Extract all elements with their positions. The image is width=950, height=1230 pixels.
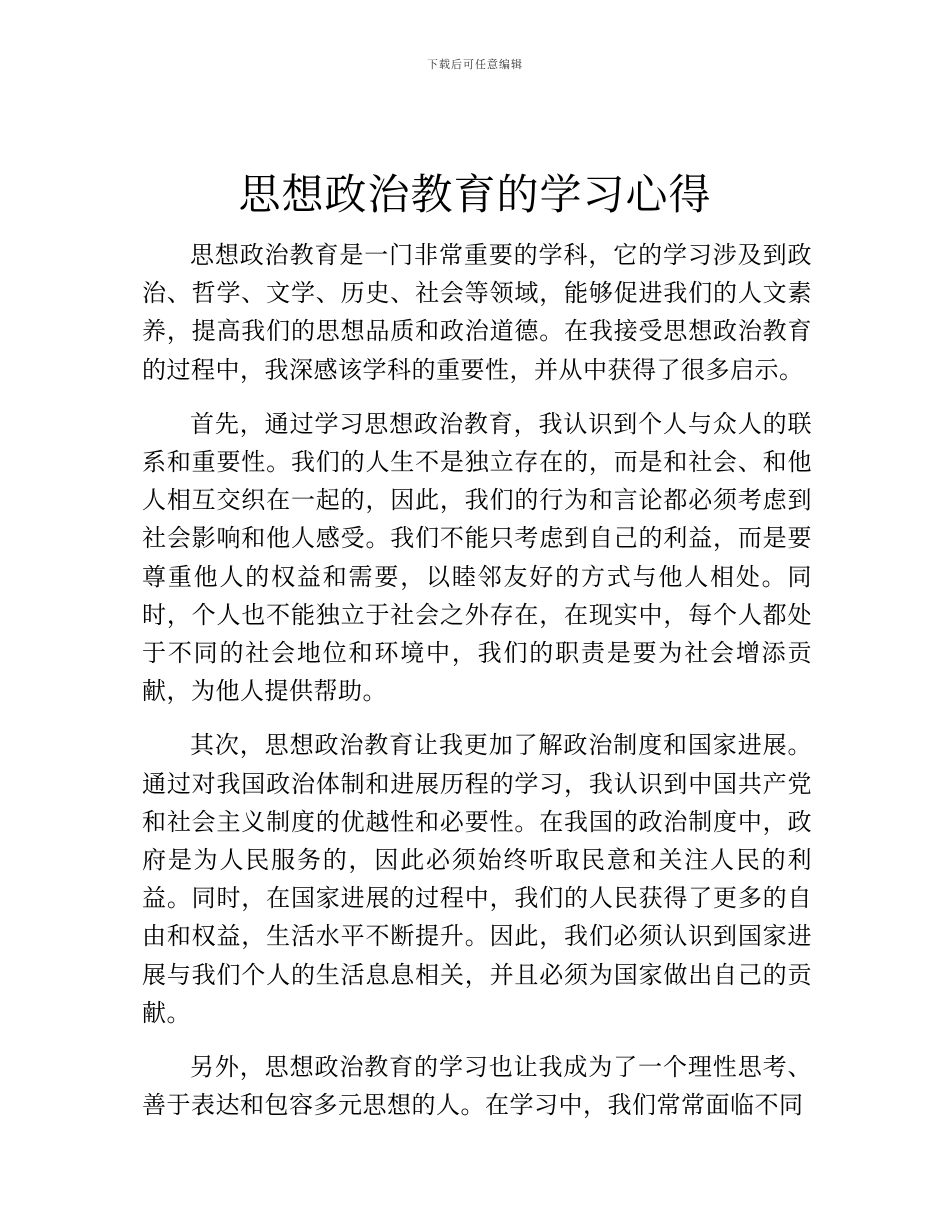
document-body — [142, 236, 812, 1140]
document-title: 思想政治教育的学习心得 — [238, 170, 712, 219]
paragraph-2: 首先，通过学习思想政治教育，我认识到个人与众人的联系和重要性。我们的人生不是独立存在的，而是和社会、和他人相互交织在一起的，因此，我们的行为和言论都必须考虑到社会影响和他人感受。我们不能只考虑到自己的利益，而是要尊重他人的权益和需要，以睦邻友好的方式与他人相处。同时，个人也不能独立于社会之外存在，在现实中，每个人都处于不同的社会地位和环境中，我们的职责是要为社会增添贡献，为他人提供帮助。 — [142, 409, 812, 706]
paragraph-4: 另外，思想政治教育的学习也让我成为了一个理性思考、善于表达和包容多元思想的人。在学习中，我们常常面临不同 — [142, 1053, 812, 1120]
paragraph-3: 其次，思想政治教育让我更加了解政治制度和国家进展。通过对我国政治体制和进展历程的学习，我认识到中国共产党和社会主义制度的优越性和必要性。在我国的政治制度中，政府是为人民服务的，因此必须始终听取民意和关注人民的利益。同时，在国家进展的过程中，我们的人民获得了更多的自由和权益，生活水平不断提升。因此，我们必须认识到国家进展与我们个人的生活息息相关，并且必须为国家做出自己的贡献。 — [142, 731, 812, 1027]
page-header-note: 下载后可任意编辑 — [427, 58, 523, 71]
paragraph-1: 思想政治教育是一门非常重要的学科，它的学习涉及到政治、哲学、文学、历史、社会等领域，能够促进我们的人文素养，提高我们的思想品质和政治道德。在我接受思想政治教育的过程中，我深感该学科的重要性，并从中获得了很多启示。 — [142, 241, 812, 384]
